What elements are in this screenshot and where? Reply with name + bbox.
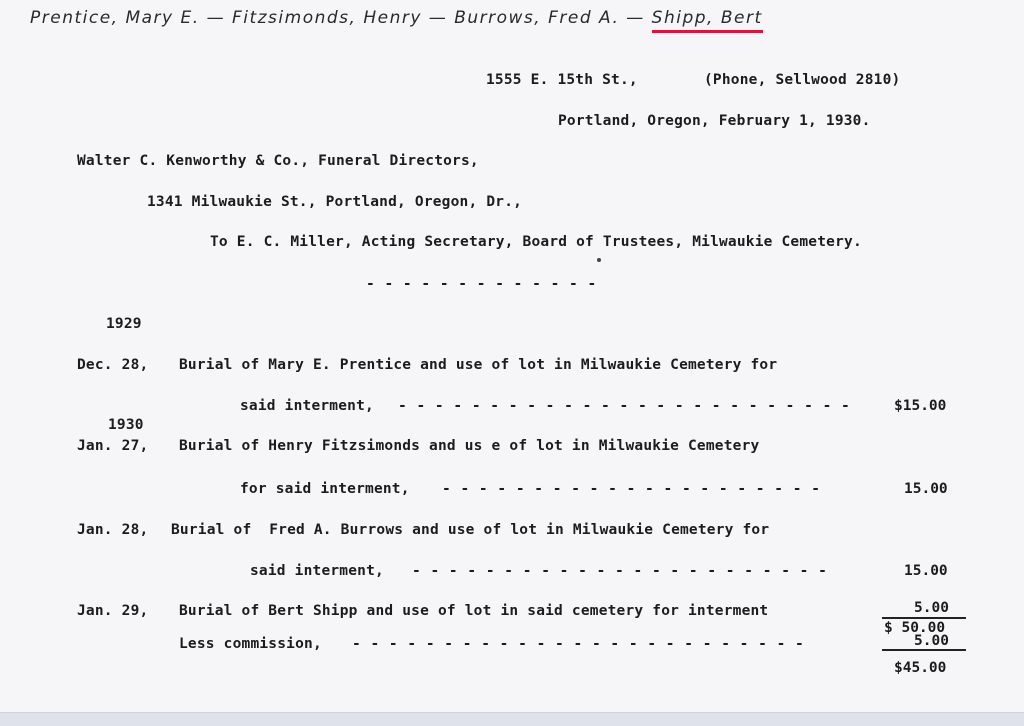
entry-date: Jan. 28, bbox=[77, 522, 149, 538]
entry-description: Burial of Henry Fitzsimonds and us e of lot in Milwaukie Cemetery bbox=[179, 438, 760, 454]
leader-dashes: - - - - - - - - - - - - - - - - - - - - - - - bbox=[412, 563, 828, 579]
total-amount: $45.00 bbox=[894, 660, 947, 676]
commission-amount: 5.00 bbox=[914, 633, 949, 649]
entry-description-cont: for said interment, bbox=[240, 481, 410, 497]
entry-description-cont: said interment, bbox=[250, 563, 384, 579]
addressee-line-3: To E. C. Miller, Acting Secretary, Board of Trustees, Milwaukie Cemetery. bbox=[210, 234, 862, 250]
subtotal-amount: $ 50.00 bbox=[884, 620, 946, 636]
sum-rule bbox=[882, 617, 966, 619]
sender-phone: (Phone, Sellwood 2810) bbox=[704, 72, 901, 88]
entry-date: Jan. 27, bbox=[77, 438, 149, 454]
ink-mark bbox=[597, 258, 601, 262]
place-date: Portland, Oregon, February 1, 1930. bbox=[558, 113, 871, 129]
addressee-line-2: 1341 Milwaukie St., Portland, Oregon, Dr., bbox=[147, 194, 523, 210]
entry-amount: 15.00 bbox=[904, 481, 948, 497]
entry-amount: $15.00 bbox=[894, 398, 947, 414]
addressee-line-1: Walter C. Kenworthy & Co., Funeral Directors, bbox=[77, 153, 479, 169]
entry-amount: 15.00 bbox=[904, 563, 948, 579]
total-rule bbox=[882, 649, 966, 651]
sender-address: 1555 E. 15th St., bbox=[486, 72, 638, 88]
year-1929: 1929 bbox=[106, 316, 142, 332]
leader-dashes: - - - - - - - - - - - - - - - - - - - - - - - - - bbox=[398, 398, 851, 414]
entry-date: Jan. 29, bbox=[77, 603, 149, 619]
entry-amount: 5.00 bbox=[914, 600, 949, 616]
separator-line: - - - - - - - - - - - - - bbox=[366, 276, 597, 292]
leader-dashes: - - - - - - - - - - - - - - - - - - - - - - - - - bbox=[352, 636, 805, 652]
handwritten-names bbox=[30, 8, 763, 28]
leader-dashes: - - - - - - - - - - - - - - - - - - - - - bbox=[442, 481, 821, 497]
year-1930: 1930 bbox=[108, 417, 144, 433]
handwritten-underlined-name: Shipp, Bert bbox=[652, 8, 763, 33]
entry-description: Burial of Mary E. Prentice and use of lot in Milwaukie Cemetery for bbox=[179, 357, 778, 373]
scan-edge bbox=[0, 712, 1024, 726]
less-commission-label: Less commission, bbox=[179, 636, 322, 652]
entry-description: Burial of Fred A. Burrows and use of lot in Milwaukie Cemetery for bbox=[171, 522, 770, 538]
handwritten-names-prefix: Prentice, Mary E. — Fitzsimonds, Henry — Burrows, Fred A. — bbox=[30, 8, 652, 28]
entry-date: Dec. 28, bbox=[77, 357, 149, 373]
entry-description: Burial of Bert Shipp and use of lot in said cemetery for interment bbox=[179, 603, 769, 619]
entry-description-cont: said interment, bbox=[240, 398, 374, 414]
